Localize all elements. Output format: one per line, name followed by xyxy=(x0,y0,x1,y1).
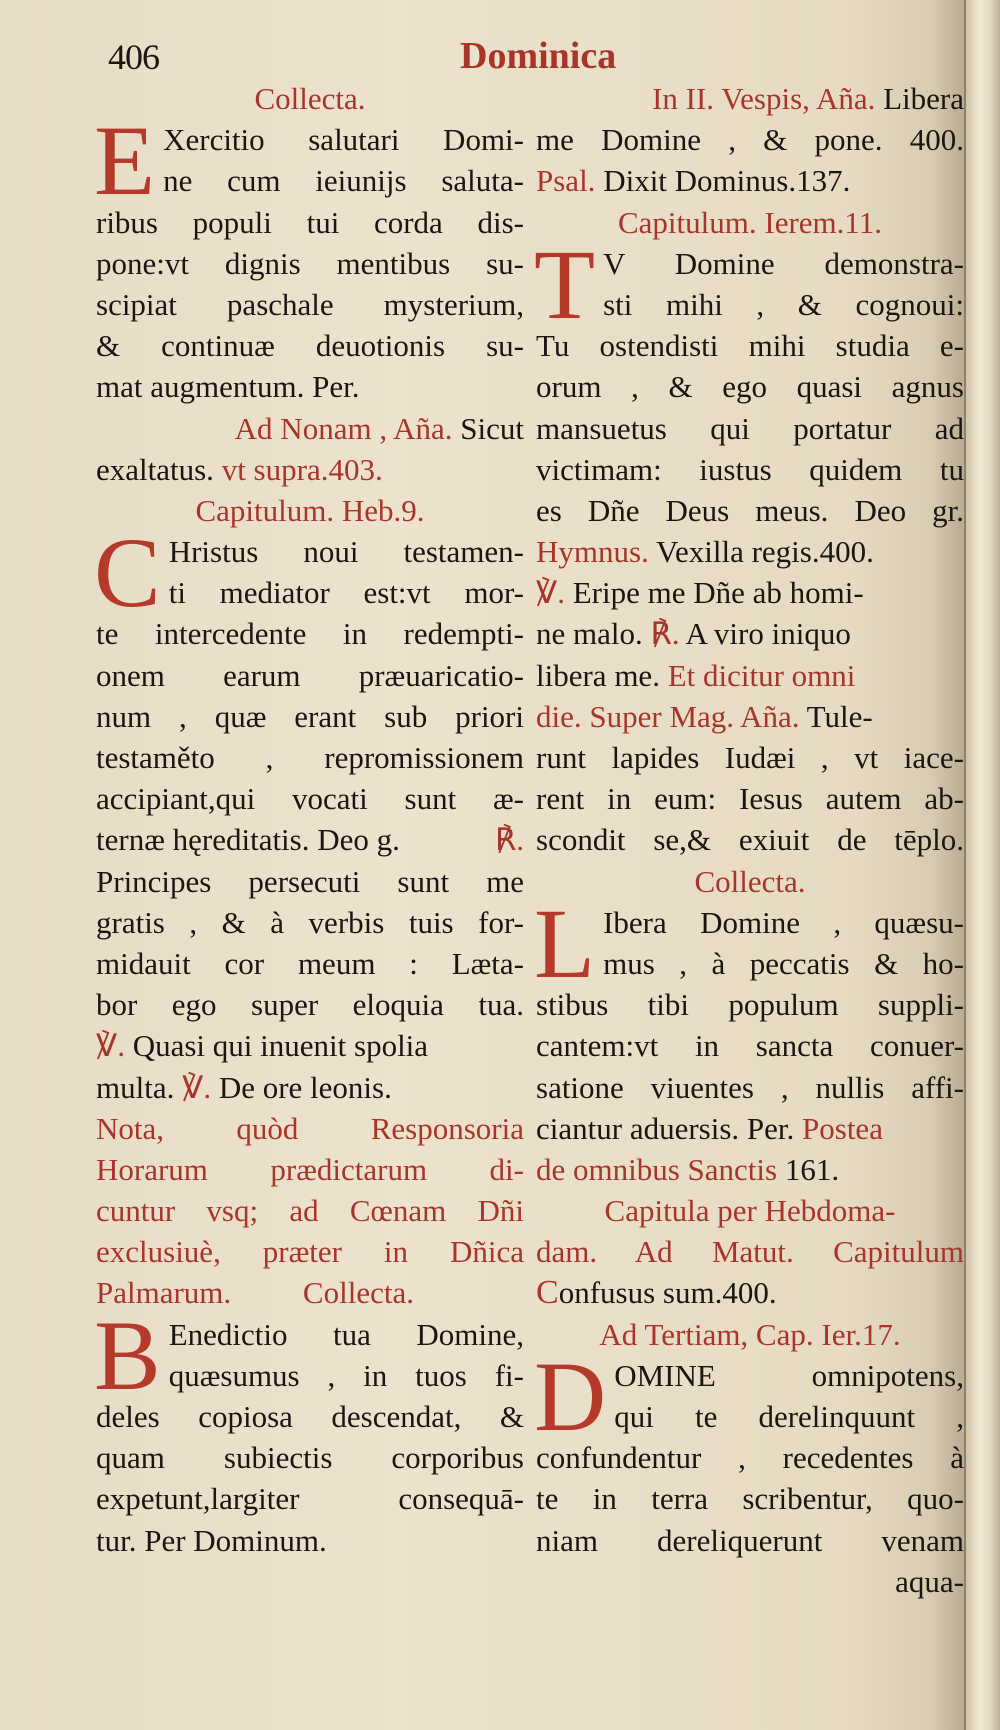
text-line: testaměto , repromissionem xyxy=(96,740,524,775)
text-line: mus , à peccatis & ho- xyxy=(603,945,964,981)
text-line: accipiant,qui vocati sunt æ- xyxy=(96,781,524,817)
text-line: te intercedente in redempti- xyxy=(96,616,524,652)
text-line: scipiat paschale mysterium, xyxy=(96,286,524,322)
red-initial-c: C xyxy=(536,1274,559,1312)
psalm-incipit: Dixit Dominus.137. xyxy=(595,163,851,199)
rubric-line: Nota, quòd Responsoria xyxy=(96,1110,524,1146)
page-number: 406 xyxy=(108,37,159,77)
rubric-ad-nonam: Ad Nonam , Aña. xyxy=(234,410,453,446)
text-line: expetunt,largiter consequā- xyxy=(96,1481,524,1517)
ad-nonam-line-2 xyxy=(96,449,524,490)
text-line: victimam: iustus quidem tu xyxy=(536,451,964,487)
vespers-line-2: me Domine , & pone. 400. xyxy=(536,122,964,158)
text-line xyxy=(536,1108,964,1149)
capitulum-ierem xyxy=(534,228,964,531)
text-line xyxy=(96,1025,524,1066)
heading-capitulum-heb: Capitulum. Heb.9. xyxy=(195,492,425,528)
text-line: mansuetus qui portatur ad xyxy=(536,410,964,446)
versicle-mark: ℣. xyxy=(96,1028,125,1064)
text-line: ti mediator est:vt mor- xyxy=(168,575,524,611)
text-line: mat augmentum. Per. xyxy=(96,369,360,405)
text-run: libera me. xyxy=(536,657,660,693)
heading-collecta-1: Collecta. xyxy=(254,81,366,116)
text-line xyxy=(536,613,964,654)
text-line: niam dereliquerunt venam xyxy=(536,1522,964,1558)
versicle-block xyxy=(536,572,964,860)
antiphon-incipit: Sicut xyxy=(452,410,524,446)
hymnus-line xyxy=(536,531,964,572)
rubric-run: Palmarum. xyxy=(96,1275,232,1311)
text-run: Quasi qui inuenit spolia xyxy=(124,1028,429,1064)
text-line: gratis , & à verbis tuis for- xyxy=(96,904,524,940)
left-column xyxy=(96,78,524,1561)
text-line: midauit cor meum : Læta- xyxy=(96,945,524,981)
text-line: confundentur , recedentes à xyxy=(536,1440,964,1476)
drop-cap-b: B xyxy=(94,1299,161,1411)
text-line: orum , & ego quasi agnus xyxy=(536,369,964,405)
collecta-right xyxy=(534,887,964,1190)
text-line: bor ego super eloquia tua. xyxy=(96,987,524,1023)
text-line: ribus populi tui corda dis- xyxy=(96,204,524,240)
page-edge xyxy=(964,0,1000,1730)
text-line xyxy=(96,819,524,860)
rubric-hymnus: Hymnus. xyxy=(536,534,649,570)
nota-rubric xyxy=(96,1108,524,1314)
text-line: deles copiosa descendat, & xyxy=(96,1399,524,1434)
ad-nonam-line xyxy=(96,408,524,449)
text-line: es Dñe Deus meus. Deo gr. xyxy=(536,492,964,528)
drop-cap-e: E xyxy=(94,105,156,217)
versicle-mark: ℣. xyxy=(536,575,565,611)
text-line: Enedictio tua Domine, xyxy=(168,1316,524,1352)
text-run: onfusus sum.400. xyxy=(558,1275,777,1311)
right-column xyxy=(536,78,964,1602)
text-line: qui te derelinquunt , xyxy=(614,1399,964,1434)
text-run: ternæ hęreditatis. Deo g. xyxy=(96,822,400,858)
text-line: quam subiectis corporibus xyxy=(96,1440,524,1476)
drop-cap-d: D xyxy=(534,1340,607,1452)
rubric-run: Et dicitur omni xyxy=(659,657,856,693)
responsory-mark: ℟. xyxy=(495,822,524,858)
collecta-1 xyxy=(94,105,524,407)
text-line: runt lapides Iudæi , vt iace- xyxy=(536,740,964,775)
running-title: Dominica xyxy=(460,35,617,77)
confusus-line xyxy=(536,1272,964,1313)
drop-cap-c: C xyxy=(94,517,161,629)
running-header xyxy=(100,30,960,78)
text-line: stibus tibi populum suppli- xyxy=(536,987,964,1023)
versicle-mark: ℣. xyxy=(174,1069,212,1105)
rubric-run: de omnibus Sanctis xyxy=(536,1151,778,1187)
antiphon-text: exaltatus. xyxy=(96,451,214,487)
heading-collecta-2: Collecta. xyxy=(302,1275,414,1311)
rubric-run: die. Super Mag. Aña. xyxy=(536,698,800,734)
heading-collecta: Collecta. xyxy=(694,863,806,899)
text-line: OMINE omnipotens, xyxy=(614,1357,964,1393)
rubric-line: dam. Ad Matut. Capitulum xyxy=(536,1234,964,1270)
text-line xyxy=(536,696,964,737)
text-line: & continuæ deuotionis su- xyxy=(96,328,524,364)
text-line: rent in eum: Iesus autem ab- xyxy=(536,781,964,817)
text-line: Ibera Domine , quæsu- xyxy=(603,904,964,940)
rubric-vespers: In II. Vespis, Aña. xyxy=(652,81,876,116)
text-run: ciantur aduersis. Per. xyxy=(536,1110,795,1146)
text-line: V Domine demonstra- xyxy=(603,245,964,281)
drop-cap-t: T xyxy=(534,228,596,340)
text-line: te in terra scribentur, quo- xyxy=(536,1481,964,1517)
rubric-psalm: Psal. xyxy=(536,163,596,199)
text-line: onem earum præuaricatio- xyxy=(96,657,524,693)
rubric-line: exclusiuè, præter in Dñica xyxy=(96,1234,524,1270)
collecta-2 xyxy=(94,1299,524,1561)
text-line: Principes persecuti sunt me xyxy=(96,863,524,899)
text-line: scondit se,& exiuit de tēplo. xyxy=(536,822,964,858)
capitulum-heb xyxy=(94,517,524,1108)
rubric-run: Postea xyxy=(794,1110,883,1146)
text-line: num , quæ erant sub priori xyxy=(96,698,524,734)
text-line: tur. Per Dominum. xyxy=(96,1522,327,1558)
page-reference: 161. xyxy=(777,1151,840,1187)
antiphon-incipit: Libera xyxy=(875,81,964,116)
heading-ad-tertiam: Ad Tertiam, Cap. Ier.17. xyxy=(599,1316,901,1352)
text-line xyxy=(536,655,964,696)
psalm-line xyxy=(536,160,964,201)
text-line: Tu ostendisti mihi studia e- xyxy=(536,328,964,364)
tertia-capitulum xyxy=(534,1340,964,1602)
text-run: multa. xyxy=(96,1069,175,1105)
rubric-line: Capitula per Hebdoma- xyxy=(604,1193,896,1229)
page-reference: vt supra.403. xyxy=(213,451,383,487)
text-line: pone:vt dignis mentibus su- xyxy=(96,245,524,281)
hymn-incipit: Vexilla regis.400. xyxy=(648,534,874,570)
responsory-mark: ℟. xyxy=(642,616,680,652)
text-run: De ore leonis. xyxy=(211,1069,392,1105)
text-run: Tule- xyxy=(799,698,873,734)
text-run: ne malo. xyxy=(536,616,643,652)
drop-cap-l: L xyxy=(534,887,596,999)
text-run: Eripe me Dñe ab homi- xyxy=(564,575,864,611)
rubric-line: Horarum prædictarum di- xyxy=(96,1151,524,1187)
text-line xyxy=(96,1067,524,1108)
text-line xyxy=(536,1149,964,1190)
text-line xyxy=(536,572,964,613)
text-line: Xercitio salutari Domi- xyxy=(163,122,524,158)
heading-capitulum-ierem: Capitulum. Ierem.11. xyxy=(617,204,882,240)
vespers-line xyxy=(536,78,964,119)
capitula-rubric xyxy=(536,1190,964,1272)
text-line: satione viuentes , nullis affi- xyxy=(536,1069,964,1105)
text-line: Hristus noui testamen- xyxy=(168,534,524,570)
text-line: ne cum ieiunijs saluta- xyxy=(163,163,524,199)
text-line: cantem:vt in sancta conuer- xyxy=(536,1028,964,1064)
catchword: aqua- xyxy=(895,1563,964,1599)
text-line: quæsumus , in tuos fi- xyxy=(168,1357,524,1393)
text-run: A viro iniquo xyxy=(679,616,851,652)
text-line: sti mihi , & cognoui: xyxy=(603,286,964,322)
rubric-line: cuntur vsq; ad Cœnam Dñi xyxy=(96,1193,524,1229)
